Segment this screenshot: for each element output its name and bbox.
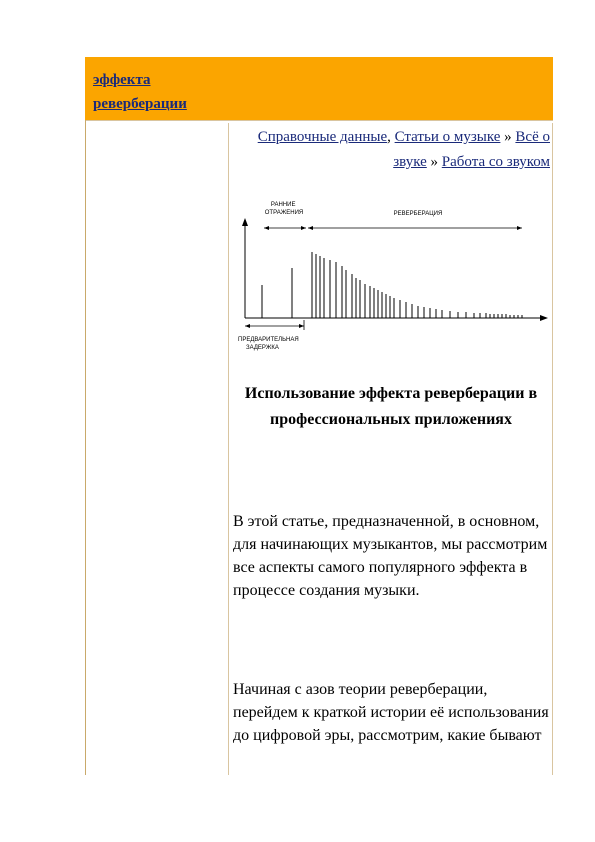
y-axis-arrow-icon xyxy=(242,218,248,226)
breadcrumb-link-all-about-sound[interactable]: Всё о звуке xyxy=(393,129,550,170)
divider xyxy=(228,123,229,775)
label-early-reflections: РАННИЕ ОТРАЖЕНИЯ xyxy=(264,202,304,216)
divider xyxy=(85,120,86,775)
divider xyxy=(552,123,553,775)
arrow-left-icon xyxy=(308,226,313,230)
arrow-left-icon xyxy=(245,324,250,328)
divider xyxy=(85,120,553,121)
arrow-left-icon xyxy=(264,226,269,230)
breadcrumb-link-music-articles[interactable]: Статьи о музыке xyxy=(394,129,501,145)
breadcrumb xyxy=(240,125,550,175)
arrow-right-icon xyxy=(517,226,522,230)
label-predelay: ПРЕДВАРИТЕЛЬНАЯ ЗАДЕРЖКА xyxy=(238,337,299,351)
article-paragraph: В этой статье, предназначенной, в основном, для начинающих музыкантов, мы рассмотрим все аспекты самого популярного эффекта в процессе создания музыки. xyxy=(233,513,548,599)
breadcrumb-separator: » xyxy=(500,129,516,145)
x-axis-arrow-icon xyxy=(540,315,548,321)
breadcrumb-link-sound-work[interactable]: Работа со звуком xyxy=(441,154,550,170)
arrow-right-icon xyxy=(301,226,306,230)
reverb-diagram xyxy=(232,200,552,360)
breadcrumb-separator: , xyxy=(387,129,395,145)
breadcrumb-link-reference[interactable]: Справочные данные xyxy=(257,129,388,145)
breadcrumb-separator: » xyxy=(426,154,442,170)
header-link[interactable]: эффекта реверберации xyxy=(93,72,187,112)
article-heading: Использование эффекта реверберации в профессиональных приложениях xyxy=(244,385,538,428)
article-paragraph: Начиная с азов теории реверберации, перейдем к краткой истории её использования до цифровой эры, рассмотрим, какие бывают xyxy=(233,681,549,744)
label-reverberation: РЕВЕРБЕРАЦИЯ xyxy=(393,211,443,217)
impulse-lines xyxy=(262,252,522,318)
arrow-right-icon xyxy=(299,324,304,328)
